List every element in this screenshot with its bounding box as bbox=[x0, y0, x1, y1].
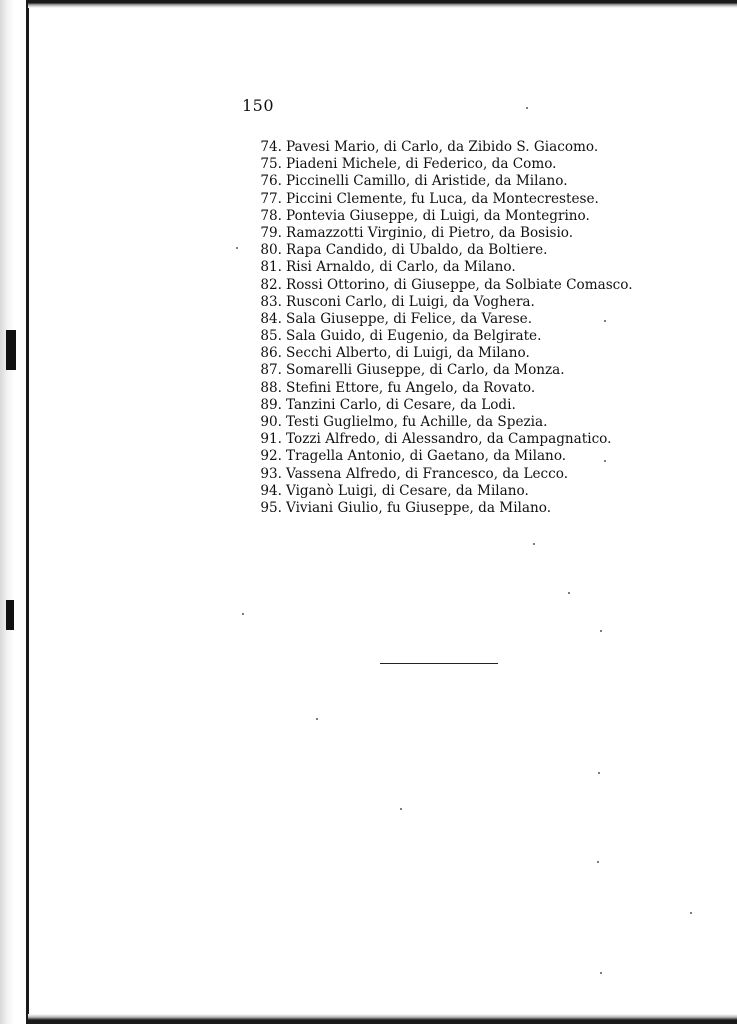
list-item bbox=[256, 156, 656, 173]
entry-number: 89. bbox=[260, 396, 282, 413]
entry-number: 95. bbox=[260, 499, 282, 516]
entry-number: 74. bbox=[260, 139, 282, 155]
entry-number: 76. bbox=[260, 173, 282, 190]
scan-speck bbox=[600, 972, 602, 974]
scan-speck bbox=[690, 912, 692, 914]
entry-text: Risi Arnaldo, di Carlo, da Milano. bbox=[286, 259, 516, 276]
entry-number: 92. bbox=[260, 448, 282, 465]
list-item bbox=[256, 225, 656, 242]
bottom-scan-edge bbox=[28, 1014, 737, 1024]
list-item bbox=[256, 500, 656, 517]
scan-speck bbox=[400, 808, 402, 810]
entry-text: Tozzi Alfredo, di Alessandro, da Campagnatico. bbox=[286, 431, 612, 448]
scan-speck bbox=[526, 107, 528, 109]
page-binding-edge bbox=[0, 0, 40, 1024]
list-item bbox=[256, 328, 656, 345]
entry-text: Sala Guido, di Eugenio, da Belgirate. bbox=[286, 328, 542, 345]
entry-number: 91. bbox=[260, 431, 282, 448]
entry-text: Rusconi Carlo, di Luigi, da Voghera. bbox=[286, 293, 535, 310]
entry-number: 79. bbox=[260, 224, 282, 241]
entry-text: Sala Giuseppe, di Felice, da Varese. bbox=[286, 310, 533, 327]
entry-text: Piccini Clemente, fu Luca, da Montecrestese. bbox=[286, 190, 599, 207]
entry-number: 78. bbox=[260, 207, 282, 224]
entry-number: 86. bbox=[260, 345, 282, 362]
binding-shadow-mark bbox=[6, 330, 16, 370]
scan-speck bbox=[533, 543, 535, 545]
list-item bbox=[256, 208, 656, 225]
entry-text: Somarelli Giuseppe, di Carlo, da Monza. bbox=[286, 362, 565, 379]
list-item bbox=[256, 448, 656, 465]
entry-text: Vassena Alfredo, di Francesco, da Lecco. bbox=[286, 465, 569, 482]
entry-number: 87. bbox=[260, 362, 282, 379]
scan-speck bbox=[236, 247, 238, 249]
entry-text: Rapa Candido, di Ubaldo, da Boltiere. bbox=[286, 242, 548, 259]
entry-text: Testi Guglielmo, fu Achille, da Spezia. bbox=[286, 414, 548, 430]
entry-number: 88. bbox=[260, 379, 282, 396]
scan-speck bbox=[604, 320, 606, 322]
top-scan-edge bbox=[28, 0, 737, 8]
section-end-rule bbox=[380, 663, 498, 664]
binding-shadow-mark bbox=[6, 600, 14, 630]
entry-text: Rossi Ottorino, di Giuseppe, da Solbiate Comasco. bbox=[286, 276, 633, 293]
list-item bbox=[256, 259, 656, 276]
scan-speck bbox=[242, 613, 244, 615]
scan-speck bbox=[604, 460, 606, 462]
scan-speck bbox=[600, 630, 602, 632]
entry-text: Secchi Alberto, di Luigi, da Milano. bbox=[286, 345, 530, 362]
list-item bbox=[256, 483, 656, 500]
entry-number: 85. bbox=[260, 328, 282, 345]
list-item bbox=[256, 414, 656, 431]
entry-text: Piccinelli Camillo, di Aristide, da Milano. bbox=[286, 173, 568, 190]
entry-text: Stefini Ettore, fu Angelo, da Rovato. bbox=[286, 379, 536, 396]
scan-speck bbox=[597, 861, 599, 863]
entry-text: Pavesi Mario, di Carlo, da Zibido S. Giacomo. bbox=[286, 139, 599, 155]
list-item bbox=[256, 139, 656, 156]
entry-number: 81. bbox=[260, 259, 282, 276]
entry-number: 80. bbox=[260, 242, 282, 259]
list-item bbox=[256, 191, 656, 208]
scan-speck bbox=[316, 718, 318, 720]
list-item bbox=[256, 431, 656, 448]
name-list bbox=[256, 139, 656, 517]
list-item bbox=[256, 466, 656, 483]
entry-number: 82. bbox=[260, 276, 282, 293]
entry-text: Viganò Luigi, di Cesare, da Milano. bbox=[286, 482, 529, 499]
entry-number: 90. bbox=[260, 414, 282, 430]
list-item bbox=[256, 242, 656, 259]
list-item bbox=[256, 277, 656, 294]
list-item bbox=[256, 380, 656, 397]
list-item bbox=[256, 362, 656, 379]
scan-speck bbox=[598, 772, 600, 774]
entry-number: 77. bbox=[260, 190, 282, 207]
entry-text: Viviani Giulio, fu Giuseppe, da Milano. bbox=[286, 499, 552, 516]
entry-number: 83. bbox=[260, 293, 282, 310]
entry-text: Tragella Antonio, di Gaetano, da Milano. bbox=[286, 448, 567, 465]
entry-text: Piadeni Michele, di Federico, da Como. bbox=[286, 156, 557, 173]
list-item bbox=[256, 294, 656, 311]
entry-text: Ramazzotti Virginio, di Pietro, da Bosisio. bbox=[286, 224, 574, 241]
entry-number: 94. bbox=[260, 482, 282, 499]
entry-number: 84. bbox=[260, 310, 282, 327]
list-item bbox=[256, 397, 656, 414]
scan-speck bbox=[568, 592, 570, 594]
entry-number: 75. bbox=[260, 156, 282, 173]
page-number: 150 bbox=[242, 96, 275, 115]
list-item bbox=[256, 311, 656, 328]
entry-number: 93. bbox=[260, 465, 282, 482]
list-item bbox=[256, 173, 656, 190]
entry-text: Pontevia Giuseppe, di Luigi, da Montegrino. bbox=[286, 207, 590, 224]
entry-text: Tanzini Carlo, di Cesare, da Lodi. bbox=[286, 396, 516, 413]
list-item bbox=[256, 345, 656, 362]
